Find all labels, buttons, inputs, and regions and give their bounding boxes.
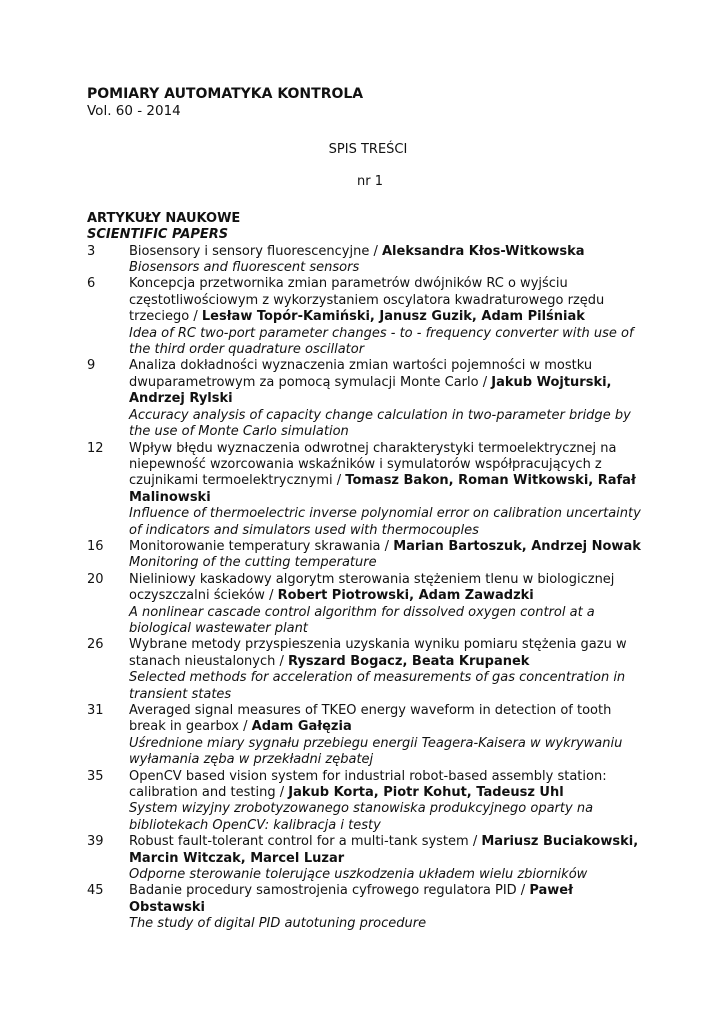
entry-title: Biosensory i sensory fluorescencyjne [129, 243, 370, 259]
entry-main-line [129, 703, 647, 736]
entry-body [129, 834, 647, 883]
toc-entry [87, 539, 647, 572]
entry-page-number: 39 [87, 834, 104, 850]
entry-translated-title: Selected methods for acceleration of measurements of gas concentration in transient states [129, 670, 626, 702]
entry-translated-title: Odporne sterowanie tolerujące uszkodzenia układem wielu zbiorników [129, 867, 588, 883]
entry-body [129, 358, 647, 440]
entry-separator: / [468, 834, 482, 850]
entry-body [129, 769, 647, 835]
toc-entry [87, 769, 647, 835]
entry-translated-title: System wizyjny zrobotyzowanego stanowiska produkcyjnego oparty na bibliotekach OpenCV: kalibracja i testy [129, 801, 594, 833]
entry-translated-title: Monitoring of the cutting temperature [129, 555, 377, 571]
entry-authors: Ryszard Bogacz, Beata Krupanek [288, 653, 530, 669]
entry-authors: Aleksandra Kłos-Witkowska [382, 243, 585, 259]
entry-separator: / [516, 883, 530, 899]
entry-body [129, 572, 647, 638]
toc-entry [87, 703, 647, 769]
entry-translated-title: Biosensors and fluorescent sensors [129, 260, 360, 276]
section-title: ARTYKUŁY NAUKOWE [87, 210, 241, 226]
toc-entry [87, 883, 647, 932]
issue-label: nr 1 [357, 174, 383, 190]
toc-entry [87, 637, 647, 703]
entry-authors: Adam Gałęzia [251, 719, 352, 735]
entry-authors: Marian Bartoszuk, Andrzej Nowak [393, 538, 641, 554]
entry-main-line [129, 769, 647, 802]
entry-body [129, 703, 647, 769]
entry-main-line [129, 883, 647, 916]
entry-body [129, 276, 647, 358]
entry-title: Robust fault-tolerant control for a multi-tank system [129, 834, 469, 850]
entry-page-number: 3 [87, 243, 96, 259]
toc-entry [87, 572, 647, 638]
entry-page-number: 35 [87, 768, 104, 784]
entry-main-line [129, 276, 647, 325]
entry-separator: / [264, 588, 278, 604]
entry-translated-title: Influence of thermoelectric inverse polynomial error on calibration uncertainty of indicators and simulators used with thermocouples [129, 506, 641, 538]
journal-title: POMIARY AUTOMATYKA KONTROLA [87, 86, 364, 102]
entry-authors: Lesław Topór-Kamiński, Janusz Guzik, Adam Pilśniak [201, 309, 585, 325]
entry-separator: / [332, 473, 346, 489]
entry-translated-title: A nonlinear cascade control algorithm for dissolved oxygen control at a biological wastewater plant [129, 604, 595, 636]
entry-translated-title: Uśrednione miary sygnału przebiegu energii Teagera-Kaisera w wykrywaniu wyłamania zęba w przekładni zębatej [129, 735, 623, 768]
entry-title: Wpływ błędu wyznaczenia odwrotnej charakterystyki termoelektrycznej na niepewność wzorcowania wskaźników i symulatorów współpracujących z czujnikami termoelektrycznymi [129, 440, 617, 489]
entry-page-number: 45 [87, 883, 104, 899]
entry-separator: / [275, 785, 289, 801]
entry-separator: / [238, 719, 252, 735]
section-subtitle: SCIENTIFIC PAPERS [87, 227, 229, 243]
entry-body [129, 637, 647, 703]
entry-main-line [129, 441, 647, 507]
entry-authors: Jakub Korta, Piotr Kohut, Tadeusz Uhl [288, 785, 564, 801]
entry-body [129, 244, 647, 277]
entry-authors: Robert Piotrowski, Adam Zawadzki [277, 588, 534, 604]
entry-main-line [129, 244, 647, 260]
entry-translated-title: Idea of RC two-port parameter changes - to - frequency converter with use of the third order quadrature oscillator [129, 325, 634, 358]
entry-title: Analiza dokładności wyznaczenia zmian wartości pojemności w mostku dwuparametrowym za pomocą symulacji Monte Carlo [129, 358, 593, 390]
entry-main-line [129, 834, 647, 867]
toc-entry [87, 276, 647, 358]
entry-title: Averaged signal measures of TKEO energy waveform in detection of tooth break in gearbox [129, 703, 612, 735]
journal-volume: Vol. 60 - 2014 [87, 103, 181, 119]
entry-page-number: 12 [87, 440, 104, 456]
entry-main-line [129, 572, 647, 605]
entry-main-line [129, 358, 647, 407]
toc-entry [87, 441, 647, 539]
section-header [87, 211, 647, 244]
entry-authors: Tomasz Bakon, Roman Witkowski, Rafał Malinowski [129, 473, 636, 505]
entry-page-number: 31 [87, 703, 104, 718]
entry-page-number: 26 [87, 637, 104, 653]
entry-translated-title: The study of digital PID autotuning procedure [129, 916, 427, 932]
entry-separator: / [275, 653, 289, 669]
entry-separator: / [478, 374, 492, 390]
entry-body [129, 883, 647, 932]
entry-authors: Paweł Obstawski [129, 883, 573, 915]
entry-title: Wybrane metody przyspieszenia uzyskania wyniku pomiaru stężenia gazu w stanach nieustalonych [129, 637, 627, 669]
toc-entry [87, 358, 647, 440]
entry-main-line [129, 637, 647, 670]
toc-entry [87, 244, 647, 277]
entry-title: OpenCV based vision system for industrial robot-based assembly station: calibration and testing [129, 768, 607, 801]
document-page [87, 86, 647, 933]
entry-title: Badanie procedury samostrojenia cyfrowego regulatora PID [129, 883, 517, 899]
entry-body [129, 539, 647, 572]
entry-page-number: 20 [87, 571, 104, 587]
entry-authors: Mariusz Buciakowski, Marcin Witczak, Marcel Luzar [129, 834, 639, 866]
toc-entries [87, 244, 647, 933]
entry-title: Koncepcja przetwornika zmian parametrów dwójników RC o wyjściu częstotliwościowym z wykorzystaniem oscylatora kwadraturowego rzędu trzeciego [129, 276, 605, 325]
entry-main-line [129, 539, 647, 555]
entry-separator: / [380, 538, 394, 554]
entry-page-number: 6 [87, 276, 96, 292]
entry-title: Nieliniowy kaskadowy algorytm sterowania stężeniem tlenu w biologicznej oczyszczalni ścieków [129, 571, 615, 604]
entry-body [129, 441, 647, 539]
entry-separator: / [189, 309, 202, 325]
entry-title: Monitorowanie temperatury skrawania [129, 538, 381, 554]
entry-authors: Jakub Wojturski, Andrzej Rylski [129, 374, 612, 407]
toc-entry [87, 834, 647, 883]
entry-separator: / [369, 243, 382, 259]
entry-page-number: 9 [87, 358, 96, 374]
entry-page-number: 16 [87, 538, 104, 554]
toc-heading: SPIS TREŚCI [328, 142, 408, 157]
entry-translated-title: Accuracy analysis of capacity change calculation in two-parameter bridge by the use of Monte Carlo simulation [129, 407, 631, 440]
